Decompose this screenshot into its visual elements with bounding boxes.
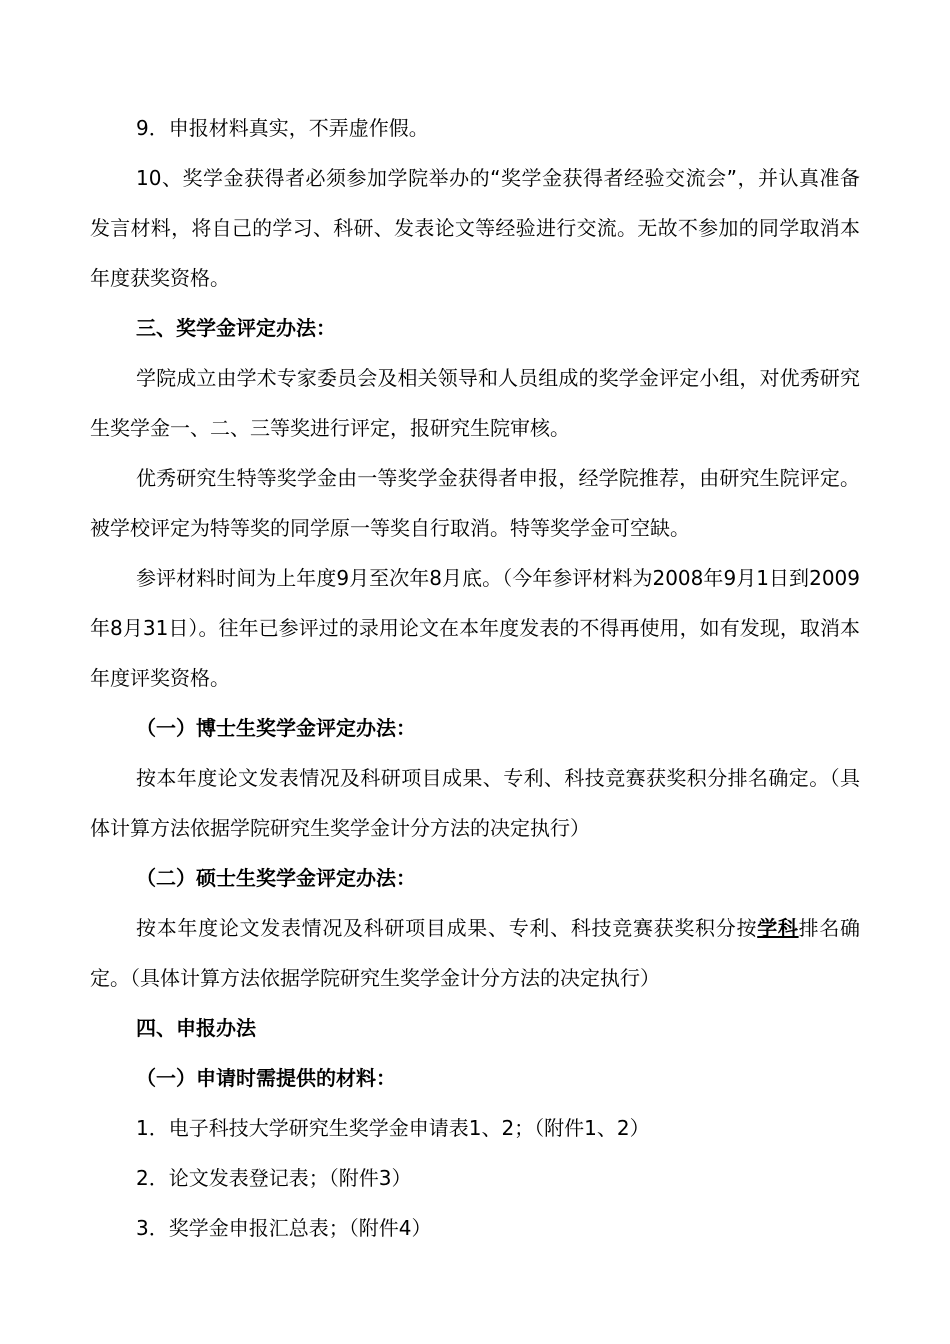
required-materials-heading: （一）申请时需提供的材料： bbox=[136, 1066, 396, 1090]
discipline-underlined-text: 学科 bbox=[757, 916, 799, 940]
document-page bbox=[90, 103, 860, 1253]
material-list-item-3: 3．奖学金申报汇总表；（附件4） bbox=[136, 1216, 432, 1240]
section-3-paragraph-1: 学院成立由学术专家委员会及相关领导和人员组成的奖学金评定小组，对优秀研究生奖学金一、二、三等奖进行评定，报研究生院审核。 bbox=[90, 366, 860, 440]
section-4-heading: 四、申报办法 bbox=[136, 1016, 256, 1040]
doctoral-scholarship-text: 按本年度论文发表情况及科研项目成果、专利、科技竞赛获奖积分排名确定。（具体计算方法依据学院研究生奖学金计分方法的决定执行） bbox=[90, 766, 860, 840]
paragraph-item-9: 9．申报材料真实，不弄虚作假。 bbox=[136, 116, 429, 140]
section-3-paragraph-3: 参评材料时间为上年度9月至次年8月底。（今年参评材料为2008年9月1日到2009年8月31日）。往年已参评过的录用论文在本年度发表的不得再使用，如有发现，取消本年度评奖资格。 bbox=[90, 566, 860, 690]
material-list-item-1: 1．电子科技大学研究生奖学金申请表1、2；（附件1、2） bbox=[136, 1116, 650, 1140]
master-scholarship-text bbox=[90, 903, 860, 1003]
paragraph-item-10: 10、奖学金获得者必须参加学院举办的“奖学金获得者经验交流会”，并认真准备发言材料，将自己的学习、科研、发表论文等经验进行交流。无故不参加的同学取消本年度获奖资格。 bbox=[90, 166, 860, 290]
section-3-heading: 三、奖学金评定办法： bbox=[136, 316, 336, 340]
master-scholarship-heading: （二）硕士生奖学金评定办法： bbox=[136, 866, 416, 890]
section-3-paragraph-2: 优秀研究生特等奖学金由一等奖学金获得者申报，经学院推荐，由研究生院评定。被学校评定为特等奖的同学原一等奖自行取消。特等奖学金可空缺。 bbox=[90, 466, 860, 540]
material-list-item-2: 2．论文发表登记表；（附件3） bbox=[136, 1166, 412, 1190]
doctoral-scholarship-heading: （一）博士生奖学金评定办法： bbox=[136, 716, 416, 740]
master-text-after: 排名确定。（具体计算方法依据学院研究生奖学金计分方法的决定执行） bbox=[90, 916, 861, 990]
master-text-before: 按本年度论文发表情况及科研项目成果、专利、科技竞赛获奖积分按 bbox=[136, 916, 758, 940]
